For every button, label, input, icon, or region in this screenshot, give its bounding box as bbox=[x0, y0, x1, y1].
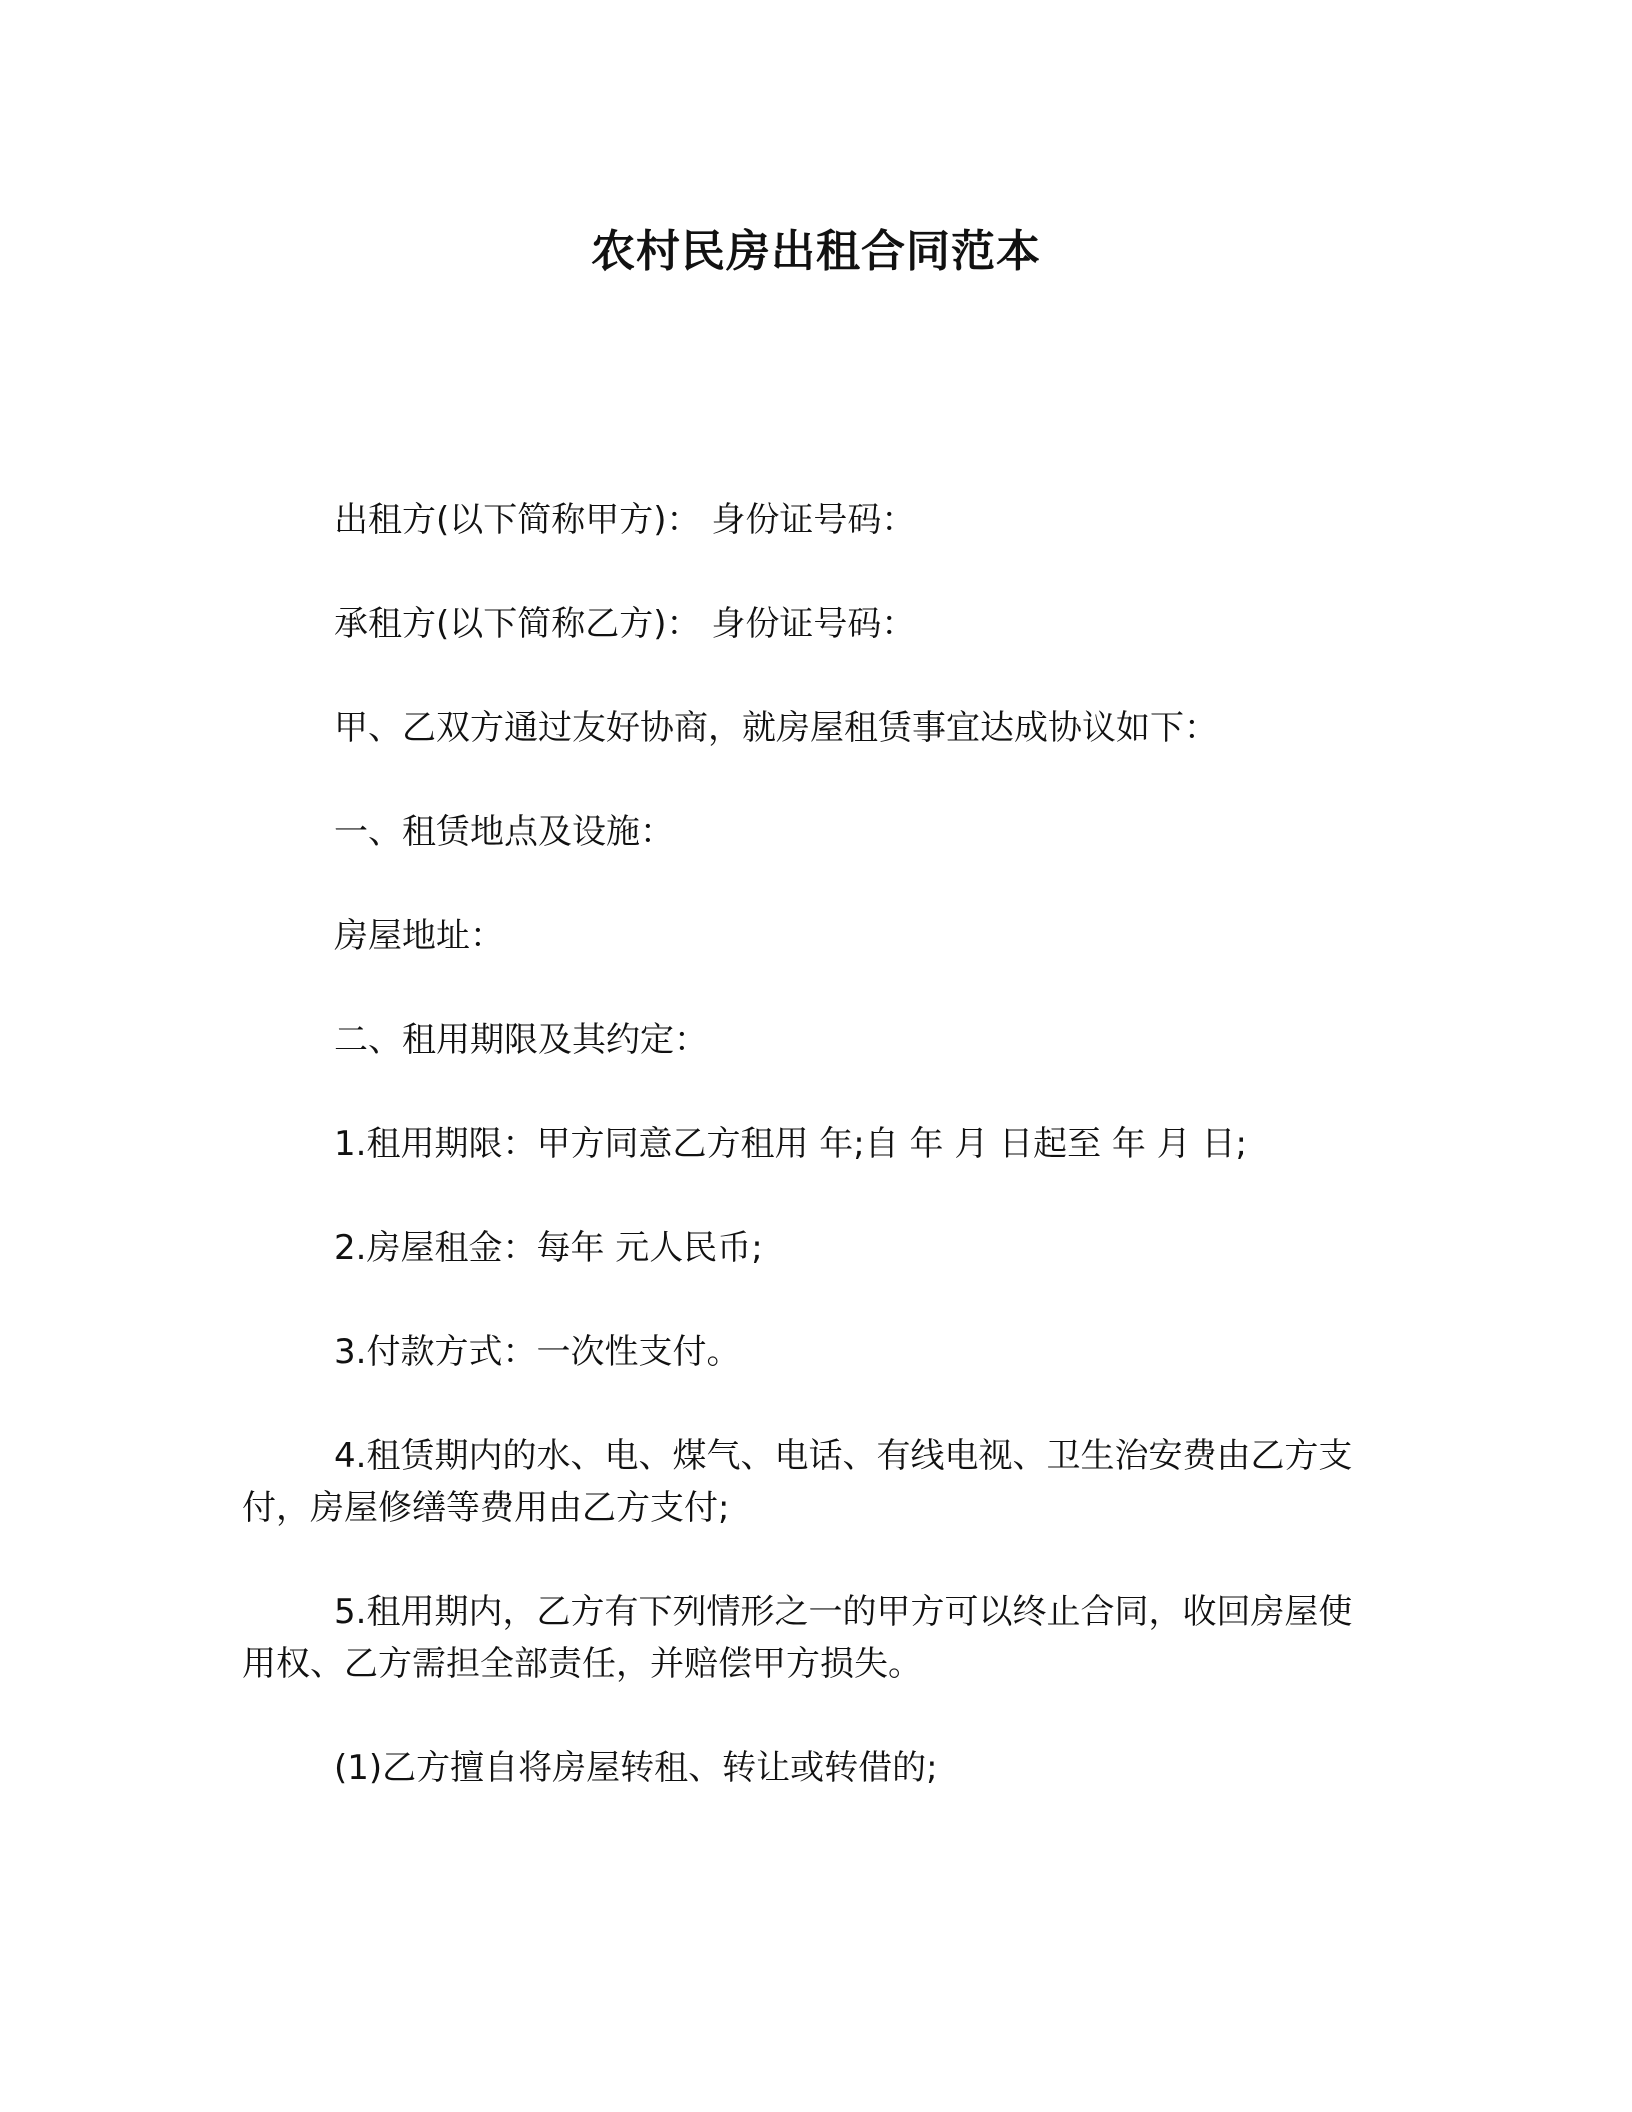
paragraph-lessor: 出租方(以下简称甲方)： 身份证号码： bbox=[334, 500, 916, 540]
paragraph-term: 1.租用期限：甲方同意乙方租用 年;自 年 月 日起至 年 月 日; bbox=[334, 1124, 1248, 1164]
paragraph-termination: 5.租用期内，乙方有下列情形之一的甲方可以终止合同，收回房屋使用权、乙方需担全部责任，并赔偿甲方损失。 bbox=[242, 1592, 1353, 1684]
paragraph-house-address: 房屋地址： bbox=[334, 916, 504, 956]
paragraph-utilities: 4.租赁期内的水、电、煤气、电话、有线电视、卫生治安费由乙方支付，房屋修缮等费用由乙方支付; bbox=[242, 1436, 1353, 1528]
paragraph-agreement-intro: 甲、乙双方通过友好协商，就房屋租赁事宜达成协议如下： bbox=[334, 708, 1218, 748]
paragraph-lessee: 承租方(以下简称乙方)： 身份证号码： bbox=[334, 604, 916, 644]
paragraph-section-1-heading: 一、租赁地点及设施： bbox=[334, 812, 674, 852]
paragraph-sublet-clause: (1)乙方擅自将房屋转租、转让或转借的; bbox=[334, 1748, 938, 1788]
document-body bbox=[242, 494, 1376, 1846]
paragraph-rent: 2.房屋租金：每年 元人民币; bbox=[334, 1228, 763, 1268]
paragraph-payment: 3.付款方式：一次性支付。 bbox=[334, 1332, 741, 1372]
paragraph-section-2-heading: 二、租用期限及其约定： bbox=[334, 1020, 708, 1060]
document-title: 农村民房出租合同范本 bbox=[591, 226, 1041, 277]
